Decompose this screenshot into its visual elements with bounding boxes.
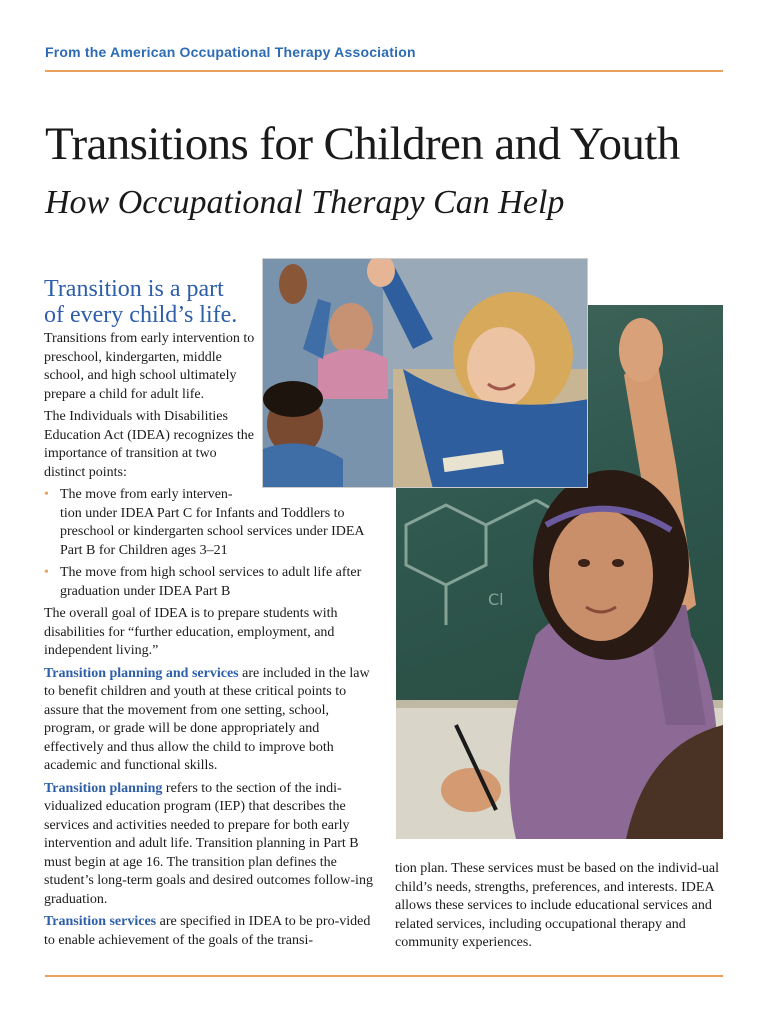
org-header: From the American Occupational Therapy Association — [45, 44, 416, 60]
svg-text:Cl: Cl — [488, 590, 504, 609]
section-heading-line1: Transition is a part — [44, 276, 224, 302]
paragraph-transition-planning-text: refers to the section of the indi-vidualized education program (IEP) that describes the services and activities needed to prepare for both early intervention and adult life. Transition planning in Part B must begin at age 16. The transition plan defines the student’s long-term goals and desired outcomes follow-ing graduation. — [44, 780, 373, 907]
bullet2-text: The move from high school services to adult life after graduation under IDEA Part B — [60, 565, 362, 599]
right-column — [395, 860, 730, 953]
paragraph-transition-plan-continued: tion plan. These services must be based on the individ-ual child’s needs, strengths, preferences, and interests. IDEA allows these services to include educational services and related services, including occupational therapy and community experiences. — [395, 861, 720, 950]
term-planning-services: Transition planning and services — [44, 665, 239, 681]
paragraph-idea-recognizes: The Individuals with Disabilities Education Act (IDEA) recognizes the importance of transition at two distinct points: — [44, 409, 254, 480]
bullet-icon: • — [44, 487, 49, 502]
paragraph-transition-planning — [44, 780, 374, 910]
page-title: Transitions for Children and Youth — [45, 118, 680, 170]
paragraph-transition-services — [44, 913, 374, 950]
paragraph-transitions-intro: Transitions from early intervention to preschool, kindergarten, middle school, and high school ultimately prepare a child for adult life. — [44, 331, 255, 402]
bottom-divider — [45, 975, 723, 977]
page-subtitle: How Occupational Therapy Can Help — [45, 184, 565, 221]
list-item — [44, 564, 374, 601]
bullet1-first-line: The move from early interven- — [60, 487, 233, 502]
list-item — [44, 486, 374, 560]
bullet1-rest: tion under IDEA Part C for Infants and Toddlers to preschool or kindergarten school services under IDEA Part B for Children ages 3–21 — [60, 505, 364, 558]
section-heading-line2: of every child’s life. — [44, 302, 238, 328]
paragraph-idea-goal: The overall goal of IDEA is to prepare students with disabilities for “further education, employment, and independent living.” — [44, 606, 338, 658]
top-divider — [45, 70, 723, 72]
section-heading — [44, 276, 374, 328]
transition-points-list — [44, 486, 374, 601]
paragraph-planning-services-text: are included in the law to benefit children and youth at these critical points to assure that the movement from one setting, school, program, or grade will be done appropriately and effectively and thus allow the child to improve both academic and functional skills. — [44, 665, 370, 773]
term-transition-services: Transition services — [44, 914, 157, 929]
bullet-icon: • — [44, 565, 49, 580]
paragraph-transition-services-text: are specified in IDEA to be pro-vided to enable achievement of the goals of the transi- — [44, 914, 371, 948]
paragraph-planning-services — [44, 665, 374, 776]
left-column — [44, 276, 374, 954]
term-transition-planning: Transition planning — [44, 780, 163, 796]
